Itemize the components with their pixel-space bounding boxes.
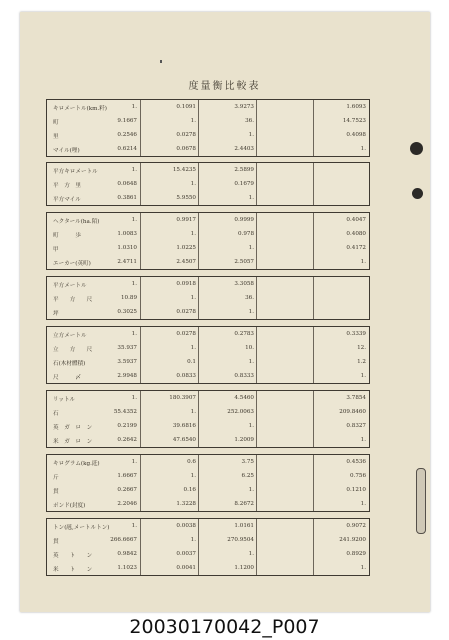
conversion-value: 1. [131, 167, 137, 173]
table-row [47, 327, 369, 341]
conversion-value: 0.4080 [346, 231, 366, 237]
unit-label: 米 ト ン [53, 567, 93, 573]
conversion-value: 47.6540 [172, 437, 196, 443]
conversion-value: 1.6093 [346, 104, 366, 110]
table-row [47, 547, 369, 561]
conversion-value: 0.9917 [176, 217, 196, 223]
conversion-value: 1. [360, 146, 366, 152]
conversion-value: 1. [360, 501, 366, 507]
unit-label: 平方キロメートル [53, 169, 98, 175]
conversion-value: 266.6667 [110, 537, 137, 543]
table-row [47, 433, 369, 447]
ink-mark [160, 60, 162, 63]
conversion-value: 1. [248, 309, 254, 315]
unit-label: 甲 [53, 247, 59, 253]
conversion-value: 3.75 [241, 459, 254, 465]
conversion-value: 1.0161 [234, 523, 254, 529]
unit-label: エーカー(英町) [53, 261, 91, 267]
unit-label: 立方メートル [53, 333, 87, 339]
conversion-value: 10.89 [120, 295, 137, 301]
conversion-value: 0.2642 [117, 437, 137, 443]
conversion-value: 0.9999 [234, 217, 254, 223]
table-block-ton [46, 518, 370, 576]
conversion-value: 4.5460 [234, 395, 254, 401]
table-row [47, 191, 369, 205]
unit-label: 町 歩 [53, 233, 81, 239]
conversion-value: 0.6 [187, 459, 196, 465]
conversion-value: 1.6667 [117, 473, 137, 479]
unit-label: 坪 [53, 311, 59, 317]
conversion-value: 1.2 [357, 359, 366, 365]
table-row [47, 561, 369, 575]
binder-clip [416, 468, 426, 534]
conversion-value: 0.16 [183, 487, 196, 493]
unit-label: リットル [53, 397, 76, 403]
unit-label: 英 ガ ロ ン [53, 425, 93, 431]
unit-label: 斤 [53, 475, 59, 481]
table-row [47, 213, 369, 227]
conversion-value: 1. [190, 345, 196, 351]
unit-label: 貫 [53, 489, 59, 495]
table-row [47, 533, 369, 547]
conversion-value: 270.9504 [227, 537, 254, 543]
unit-label: 里 [53, 134, 59, 140]
conversion-value: 1. [248, 487, 254, 493]
unit-label: 町 [53, 120, 59, 126]
conversion-value: 2.5899 [234, 167, 254, 173]
conversion-value: 0.1091 [176, 104, 196, 110]
conversion-value: 0.0678 [176, 146, 196, 152]
conversion-value: 0.4098 [346, 132, 366, 138]
conversion-value: 14.7523 [342, 118, 366, 124]
table-block-capacity [46, 390, 370, 448]
conversion-value: 1. [248, 195, 254, 201]
conversion-value: 0.2783 [234, 331, 254, 337]
unit-label: 立 方 尺 [53, 347, 93, 353]
conversion-value: 0.3861 [117, 195, 137, 201]
conversion-value: 1.2009 [234, 437, 254, 443]
conversion-value: 252.0063 [227, 409, 254, 415]
conversion-value: 0.4536 [346, 459, 366, 465]
table-row [47, 128, 369, 142]
unit-label: 米 ガ ロ ン [53, 439, 93, 445]
conversion-value: 1. [248, 423, 254, 429]
table-row [47, 355, 369, 369]
conversion-value: 1.1200 [234, 565, 254, 571]
conversion-value: 1. [248, 132, 254, 138]
conversion-value: 1.0083 [117, 231, 137, 237]
table-row [47, 483, 369, 497]
table-block-weight [46, 454, 370, 512]
conversion-value: 0.2667 [117, 487, 137, 493]
unit-label: ポンド(封度) [53, 503, 86, 509]
conversion-value: 1.0310 [117, 245, 137, 251]
conversion-value: 1. [131, 217, 137, 223]
conversion-value: 2.9948 [117, 373, 137, 379]
conversion-value: 0.3025 [117, 309, 137, 315]
conversion-value: 1. [190, 473, 196, 479]
conversion-value: 0.978 [237, 231, 254, 237]
conversion-value: 1. [190, 409, 196, 415]
conversion-value: 15.4235 [172, 167, 196, 173]
unit-label: 英 ト ン [53, 553, 93, 559]
table-row [47, 291, 369, 305]
conversion-value: 0.0918 [176, 281, 196, 287]
conversion-value: 0.0278 [176, 331, 196, 337]
conversion-value: 35.937 [117, 345, 137, 351]
conversion-value: 0.6214 [117, 146, 137, 152]
conversion-value: 3.3058 [234, 281, 254, 287]
table-row [47, 177, 369, 191]
table-row [47, 277, 369, 291]
conversion-value: 0.8333 [234, 373, 254, 379]
conversion-value: 5.9550 [176, 195, 196, 201]
table-row [47, 142, 369, 156]
unit-label: 平方メートル [53, 283, 87, 289]
unit-label: 平方マイル [53, 197, 81, 203]
unit-label: 石 [53, 411, 59, 417]
table-row [47, 255, 369, 269]
conversion-value: 12. [357, 345, 366, 351]
conversion-value: 3.7854 [346, 395, 366, 401]
conversion-value: 0.0833 [176, 373, 196, 379]
conversion-value: 2.5057 [234, 259, 254, 265]
conversion-value: 1. [131, 331, 137, 337]
unit-label: 尺 〆 [53, 375, 81, 381]
conversion-value: 39.6816 [172, 423, 196, 429]
conversion-value: 2.4507 [176, 259, 196, 265]
conversion-value: 0.0278 [176, 309, 196, 315]
table-row [47, 241, 369, 255]
table-row [47, 305, 369, 319]
conversion-value: 0.8327 [346, 423, 366, 429]
table-block-volume [46, 326, 370, 384]
conversion-value: 36. [245, 295, 254, 301]
table-row [47, 391, 369, 405]
conversion-value: 1. [131, 395, 137, 401]
unit-label: キロメートル(km.粁) [53, 106, 107, 112]
conversion-value: 1.0225 [176, 245, 196, 251]
conversion-value: 9.1667 [117, 118, 137, 124]
conversion-value: 0.756 [349, 473, 366, 479]
binding-hole-middle [412, 188, 423, 199]
conversion-value: 0.0278 [176, 132, 196, 138]
conversion-value: 1. [131, 523, 137, 529]
conversion-value: 36. [245, 118, 254, 124]
table-block-area [46, 212, 370, 270]
conversion-value: 0.0041 [176, 565, 196, 571]
table-row [47, 469, 369, 483]
conversion-value: 0.2546 [117, 132, 137, 138]
page-title: 度量衡比較表 [188, 81, 261, 92]
table-row [47, 341, 369, 355]
conversion-value: 1. [190, 181, 196, 187]
binding-hole-top [410, 142, 423, 155]
table-block-length [46, 99, 370, 157]
conversion-value: 0.4047 [346, 217, 366, 223]
conversion-value: 0.0648 [117, 181, 137, 187]
conversion-value: 180.3907 [169, 395, 196, 401]
conversion-value: 1. [360, 373, 366, 379]
conversion-value: 1. [360, 437, 366, 443]
conversion-value: 1. [190, 118, 196, 124]
conversion-value: 1. [131, 281, 137, 287]
conversion-value: 1. [190, 537, 196, 543]
conversion-value: 209.8460 [339, 409, 366, 415]
conversion-value: 3.5937 [117, 359, 137, 365]
unit-label: 貫 [53, 539, 59, 545]
conversion-value: 0.4172 [346, 245, 366, 251]
table-row [47, 419, 369, 433]
conversion-value: 1. [131, 104, 137, 110]
table-row [47, 114, 369, 128]
table-row [47, 369, 369, 383]
unit-label: トン(瓲,メートルトン) [53, 525, 110, 531]
document-id-caption: 20030170042_P007 [129, 616, 320, 638]
conversion-value: 1.1023 [117, 565, 137, 571]
conversion-value: 241.9200 [339, 537, 366, 543]
table-row [47, 497, 369, 511]
conversion-value: 1. [190, 231, 196, 237]
table-block-square-length [46, 276, 370, 320]
conversion-value: 0.9842 [117, 551, 137, 557]
table-row [47, 405, 369, 419]
table-row [47, 455, 369, 469]
conversion-value: 10. [245, 345, 254, 351]
conversion-value: 6.25 [241, 473, 254, 479]
conversion-value: 2.2046 [117, 501, 137, 507]
table-row [47, 519, 369, 533]
conversion-value: 1. [360, 259, 366, 265]
unit-label: 平 方 里 [53, 183, 81, 189]
conversion-value: 1. [131, 459, 137, 465]
conversion-value: 2.4403 [234, 146, 254, 152]
table-block-square-distance [46, 162, 370, 206]
conversion-value: 1.3228 [176, 501, 196, 507]
conversion-value: 1. [248, 245, 254, 251]
unit-label: マイル(哩) [53, 148, 80, 154]
conversion-value: 1. [190, 295, 196, 301]
conversion-value: 0.9072 [346, 523, 366, 529]
conversion-value: 0.2199 [117, 423, 137, 429]
table-row [47, 163, 369, 177]
conversion-value: 0.0038 [176, 523, 196, 529]
conversion-value: 1. [248, 359, 254, 365]
conversion-value: 0.0037 [176, 551, 196, 557]
unit-label: 平 方 尺 [53, 297, 93, 303]
conversion-value: 8.2672 [234, 501, 254, 507]
conversion-value: 0.1 [187, 359, 196, 365]
conversion-value: 55.4352 [113, 409, 137, 415]
conversion-value: 3.9273 [234, 104, 254, 110]
conversion-value: 0.1679 [234, 181, 254, 187]
conversion-value: 0.3339 [346, 331, 366, 337]
table-row [47, 100, 369, 114]
conversion-value: 2.4711 [117, 259, 137, 265]
table-row [47, 227, 369, 241]
unit-label: キログラム(kg.瓩) [53, 461, 100, 467]
conversion-value: 1. [360, 565, 366, 571]
unit-label: ヘクタール(ha.陌) [53, 219, 100, 225]
conversion-value: 1. [248, 551, 254, 557]
conversion-value: 0.1210 [346, 487, 366, 493]
conversion-value: 0.8929 [346, 551, 366, 557]
unit-label: 石(木材體積) [53, 361, 86, 367]
